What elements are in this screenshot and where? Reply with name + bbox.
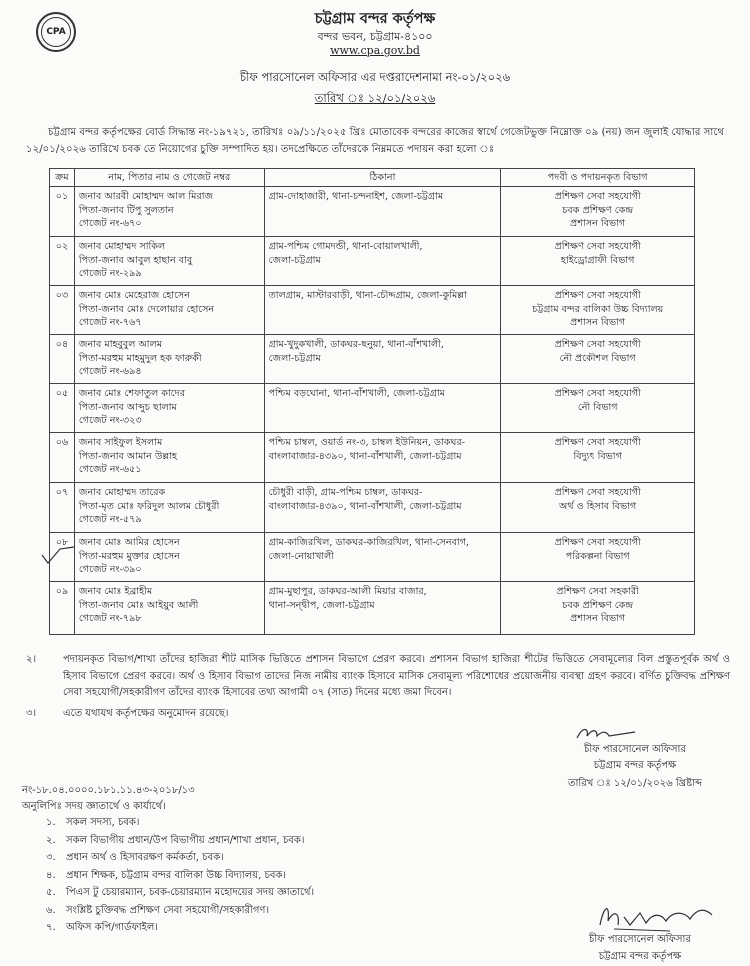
list-item-number: ৩. [46, 852, 56, 863]
name-cell [74, 187, 264, 237]
intro-paragraph: চট্টগ্রাম বন্দর কর্তৃপক্ষের বোর্ড সিদ্ধান্ত নং-১৯৭২১, তারিখঃ ০৯/১১/২০২৫ খ্রিঃ মোতাবেক বন্দরের কাজের স্বার্থে গেজেটভুক্ত নিম্নোক্ত ০৯ (নয়) জন জুলাই যোদ্ধার সাথে ১২/০১/২০২৬ তারিখে চবক তে নিয়োগের চুক্তি সম্পাদিত হয়। তদপ্রেক্ষিতে তাঁদেরকে নিম্নমতে পদায়ন করা হলো ঃ [26, 127, 725, 155]
posting-department: চবক প্রশিক্ষণ কেন্দ্র [562, 599, 634, 611]
serial-cell: ০৬ [50, 433, 75, 483]
post-title: প্রশিক্ষণ সেবা সহযোগী [554, 388, 641, 399]
serial-cell: ০৭ [50, 483, 75, 533]
gazette-number: গেজেট নং-৬৫১ [78, 464, 142, 475]
header-address: ঠিকানা [264, 169, 501, 187]
person-name: জনাব সাইফুল ইসলাম [78, 437, 163, 448]
address-cell [264, 335, 501, 384]
serial-cell: ০৪ [50, 335, 75, 384]
person-name: জনাব আরবী মোহাম্মদ আল মিরাজ [78, 191, 214, 202]
posting-department: প্রশাসন বিভাগ [570, 317, 626, 328]
list-item-text: সকল সদস্য, চবক। [66, 817, 140, 828]
address-line: তালগ্রাম, মাস্টারবাড়ী, থানা-চৌদ্দগ্রাম, জেলা-কুমিল্লা [268, 290, 467, 301]
address-cell [264, 237, 501, 286]
table-row [50, 384, 695, 433]
posting-department: চবক প্রশিক্ষণ কেন্দ্র [562, 204, 634, 216]
serial-cell: ০১ [50, 187, 75, 237]
name-cell [74, 286, 264, 335]
gazette-number: গেজেট নং-৭৬৭ [78, 317, 142, 328]
gazette-number: গেজেট নং-৬৭০ [78, 218, 142, 229]
reference-number: নং-১৮.০৪.০০০০.১৮১.১১.৪৩-২০১৮/১৩ [22, 785, 195, 796]
list-item [46, 903, 606, 921]
list-item [46, 920, 606, 938]
person-name: জনাব মোহাম্মদ সাকিল [78, 241, 166, 252]
posting-department: চট্টগ্রাম বন্দর বালিকা উচ্চ বিদ্যালয় [532, 303, 664, 315]
table-row [50, 335, 695, 384]
header-post: পদবী ও পদায়নকৃত বিভাগ [501, 169, 695, 187]
address-line: গ্রাম-দোহাজারী, থানা-চন্দনাইশ, জেলা-চট্টগ্রাম [268, 191, 444, 202]
table-row [50, 483, 695, 533]
gazette-number: গেজেট নং-৩৯০ [78, 564, 142, 575]
list-item-number: ৭. [46, 922, 56, 933]
memo-title: চীফ পারসোনেল অফিসার এর দপ্তরাদেশনামা নং-০১/২০২৬ [239, 70, 511, 84]
posting-department: প্রশাসন বিভাগ [570, 218, 626, 229]
address-cell [264, 384, 501, 433]
name-cell [74, 384, 264, 433]
list-item-number: ৪. [46, 869, 56, 881]
table-row [50, 286, 695, 335]
gazette-number: গেজেট নং-৩২৩ [78, 415, 142, 426]
post-cell [501, 433, 695, 483]
list-item [46, 885, 606, 903]
list-item-number: ১. [46, 817, 56, 828]
table-header-row [50, 169, 695, 187]
list-item [46, 850, 606, 868]
address-line: বাংলাবাজার-৪৩৯০, থানা-বাঁশখালী, জেলা-চট্টগ্রাম [268, 500, 462, 512]
address-line: চৌধুরী বাড়ী, গ্রাম-পশ্চিম চাম্বল, ডাকঘর- [268, 487, 423, 498]
paragraph-2-number: ২। [26, 654, 37, 665]
list-item-number: ৫. [46, 887, 56, 898]
list-item [46, 868, 606, 886]
father-name: পিতা-জনাব মোঃ আইয়ুব আলী [78, 599, 199, 611]
signatory-organization: চট্টগ্রাম বন্দর কর্তৃপক্ষ [593, 760, 677, 771]
post-title: প্রশিক্ষণ সেবা সহযোগী [554, 437, 641, 448]
person-name: জনাব মোঃ মেহেরাজ হোসেন [78, 290, 190, 301]
father-name: পিতা-জনাব আব্দুচ ছালাম [78, 401, 177, 413]
paragraph-3-number: ৩। [26, 708, 37, 719]
table-row [50, 582, 695, 635]
appointment-table [49, 168, 695, 635]
list-item-number: ৬. [46, 904, 56, 916]
serial-cell: ০২ [50, 237, 75, 286]
person-name: জনাব মোহাম্মদ তারেক [78, 487, 166, 498]
post-title: প্রশিক্ষণ সেবা সহযোগী [554, 241, 641, 252]
memo-date: তারিখ ঃ ১২/০১/২০২৬ [314, 91, 436, 105]
address-line: পশ্চিম বড়ঘোনা, থানা-বাঁশখালী, জেলা-চট্টগ্রাম [268, 388, 445, 399]
post-cell [501, 335, 695, 384]
organization-name: চট্টগ্রাম বন্দর কর্তৃপক্ষ [314, 10, 436, 27]
father-name: পিতা-জনাব আমান উল্লাহ [78, 450, 178, 462]
header-serial: ক্রম [50, 169, 75, 187]
address-line: গ্রাম-পশ্চিম গোমদন্ডী, থানা-বোয়ালখালী, [268, 241, 423, 252]
table-row [50, 433, 695, 483]
father-name: পিতা-মৃত মোঃ ফরিদুল আলম চৌধুরী [78, 500, 220, 512]
post-title: প্রশিক্ষণ সেবা সহযোগী [554, 191, 641, 202]
signatory-designation-2: চীফ পারসোনেল অফিসার [589, 934, 691, 945]
serial-cell: ০৯ [50, 582, 75, 635]
post-cell [501, 384, 695, 433]
table-row [50, 187, 695, 237]
name-cell [74, 483, 264, 533]
name-cell [74, 237, 264, 286]
post-title: প্রশিক্ষণ সেবা সহকারী [556, 586, 639, 597]
post-title: প্রশিক্ষণ সেবা সহযোগী [554, 537, 641, 548]
list-item-text: সকল বিভাগীয় প্রধান/উপ বিভাগীয় প্রধান/শাখা প্রধান, চবক। [66, 834, 305, 846]
list-item-text: সংশ্লিষ্ট চুক্তিবদ্ধ প্রশিক্ষণ সেবা সহযোগী/সহকারীগণ। [66, 904, 270, 916]
list-item-text: প্রধান অর্থ ও হিসাবরক্ষণ কর্মকর্তা, চবক। [66, 852, 224, 863]
address-line: গ্রাম-খুদুকখালী, ডাকঘর-ছনুয়া, থানা-বাঁশখালী, [268, 339, 444, 350]
post-cell [501, 237, 695, 286]
gazette-number: গেজেট নং-৫৭৯ [78, 514, 142, 525]
address-line: পশ্চিম চাম্বল, ওয়ার্ড নং-৩, চাম্বল ইউনিয়ন, ডাকঘর- [268, 437, 465, 448]
address-line: জেলা-চট্টগ্রাম [268, 352, 321, 364]
posting-department: বিদ্যুৎ বিভাগ [573, 450, 622, 462]
signatory-designation: চীফ পারসোনেল অফিসার [584, 744, 686, 755]
table-row [50, 237, 695, 286]
address-line: জেলা-নোয়াখালী [268, 550, 335, 562]
name-cell [74, 433, 264, 483]
person-name: জনাব মোঃ ইব্রাহীম [78, 586, 153, 597]
father-name: পিতা-জনাব আবুল হাছান বাবু [78, 254, 193, 266]
gazette-number: গেজেট নং-৭৯৮ [78, 613, 142, 624]
paragraph-2-text: পদায়নকৃত বিভাগ/শাখা তাঁদের হাজিরা শীট মাসিক ভিত্তিতে প্রশাসন বিভাগে প্রেরণ করবে। প্রশাসন বিভাগ হাজিরা শীটের ভিত্তিতে সেবামূল্যের বিল প্রস্তুতপূর্বক অর্থ ও হিসাব বিভাগে প্রেরণ করবে। অর্থ ও হিসাব বিভাগ তাদের নিজ নামীয় ব্যাংক হিসাবে মাসিক সেবামূল্য পরিশোধের প্রয়োজনীয় ব্যবস্থা গ্রহণ করবে। বর্ণিত চুক্তিবদ্ধ প্রশিক্ষণ সেবা সহযোগী/সহকারীগণ তাঁদের ব্যাংক হিসাবের তথ্য আগামী ০৭ (সাত) দিনের মধ্যে জমা দিবেন। [63, 654, 730, 698]
signature-date: তারিখ ঃ ১২/০১/২০২৬ খ্রিষ্টাব্দ [567, 778, 703, 789]
table-row [50, 533, 695, 582]
address-line: বাংলাবাজার-৪৩৯০, থানা-বাঁশখালী, জেলা-চট্টগ্রাম [268, 450, 462, 462]
serial-cell: ০৮ [50, 533, 75, 582]
post-cell [501, 582, 695, 635]
checkmark-icon [40, 545, 80, 565]
address-line: গ্রাম-মুছাপুর, ডাকঘর-আলী মিয়ার বাজার, [268, 586, 427, 597]
copy-heading: অনুলিপিঃ সদয় জ্ঞাতার্থে ও কার্যার্থে। [22, 801, 166, 812]
header-name: নাম, পিতার নাম ও গেজেট নম্বর [74, 169, 264, 187]
list-item-number: ২. [46, 834, 56, 846]
paragraph-3-text: এতে যথাযথ কর্তৃপক্ষের অনুমোদন রয়েছে। [63, 708, 229, 719]
posting-department: প্রশাসন বিভাগ [570, 613, 626, 624]
post-cell [501, 483, 695, 533]
father-name: পিতা-মরহুম মাহমুদুল হক ফারুকী [78, 352, 202, 364]
father-name: পিতা-জনাব টিপু সুলতান [78, 204, 174, 216]
serial-cell: ০৫ [50, 384, 75, 433]
list-item [46, 833, 606, 851]
father-name: পিতা-মরহুম মুক্তার হোসেন [78, 550, 180, 562]
posting-department: অর্থ ও হিসাব বিভাগ [559, 500, 637, 512]
serial-cell: ০৩ [50, 286, 75, 335]
cpa-logo-text: CPA [41, 17, 71, 47]
signature-mark [573, 722, 643, 744]
father-name: পিতা-জনাব মোঃ দেলোয়ার হোসেন [78, 303, 215, 315]
address-line: জেলা-চট্টগ্রাম [268, 254, 321, 266]
post-cell [501, 286, 695, 335]
posting-department: হাইড্রোগ্রাফী বিভাগ [560, 254, 635, 266]
posting-department: পরিকল্পনা বিভাগ [565, 550, 630, 562]
post-cell [501, 533, 695, 582]
address-cell [264, 533, 501, 582]
posting-department: নৌ প্রকৌশল বিভাগ [559, 352, 636, 364]
post-title: প্রশিক্ষণ সেবা সহযোগী [554, 339, 641, 350]
post-title: প্রশিক্ষণ সেবা সহযোগী [554, 487, 641, 498]
post-title: প্রশিক্ষণ সেবা সহযোগী [554, 290, 641, 301]
address-line: গ্রাম-কাজিরখিল, ডাকঘর-কাজিরখিল, থানা-সেনবাগ, [268, 537, 470, 548]
address-cell [264, 582, 501, 635]
organization-address: বন্দর ভবন, চট্টগ্রাম-৪১০০ [317, 30, 433, 43]
person-name: জনাব মাহবুবুল আলম [78, 339, 163, 350]
signatory-organization-2: চট্টগ্রাম বন্দর কর্তৃপক্ষ [598, 951, 682, 962]
list-item [46, 815, 606, 833]
post-cell [501, 187, 695, 237]
list-item-text: অফিস কপি/গার্ডফাইল। [66, 922, 158, 933]
list-item-text: প্রধান শিক্ষক, চট্টগ্রাম বন্দর বালিকা উচ্চ বিদ্যালয়, চবক। [66, 869, 286, 881]
name-cell [74, 335, 264, 384]
address-cell [264, 187, 501, 237]
name-cell [74, 582, 264, 635]
organization-website[interactable]: www.cpa.gov.bd [330, 44, 420, 57]
name-cell [74, 533, 264, 582]
gazette-number: গেজেট নং-২৯৯ [78, 268, 142, 279]
paragraph-2 [26, 652, 730, 702]
gazette-number: গেজেট নং-৬৯৪ [78, 366, 142, 377]
copy-list [46, 815, 606, 938]
list-item-text: পিএস টু চেয়ারম্যান, চবক-চেয়ারম্যান মহোদয়ের সদয় জ্ঞাতার্থে। [66, 887, 315, 898]
address-line: থানা-সন্দ্বীপ, জেলা-চট্টগ্রাম [268, 599, 375, 611]
address-cell [264, 286, 501, 335]
address-cell [264, 433, 501, 483]
address-cell [264, 483, 501, 533]
posting-department: নৌ বিভাগ [577, 401, 618, 413]
person-name: জনাব মোঃ আমির হোসেন [78, 537, 180, 548]
handwritten-signature [590, 895, 720, 935]
paragraph-3 [26, 706, 730, 723]
person-name: জনাব মোঃ শেফাতুল কাদের [78, 388, 185, 399]
